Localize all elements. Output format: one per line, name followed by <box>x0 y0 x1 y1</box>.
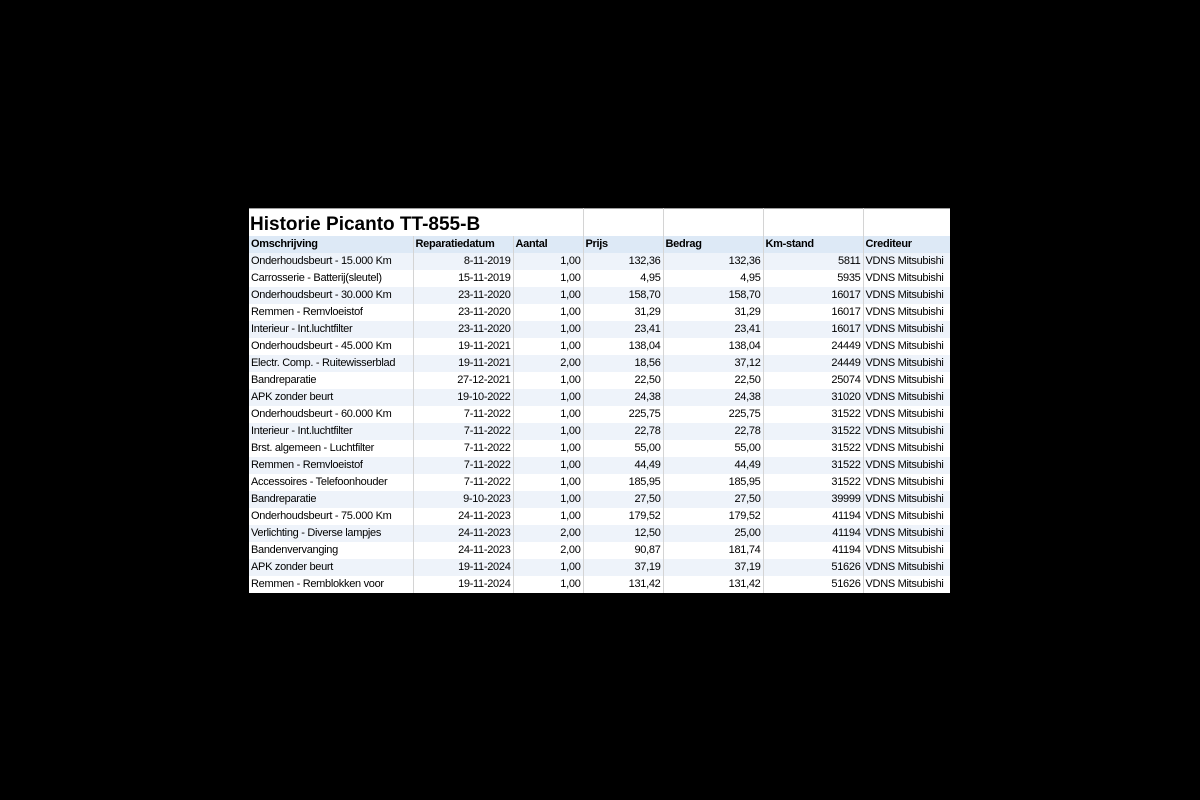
km-stand-cell[interactable]: 31522 <box>763 423 863 440</box>
prijs-cell[interactable]: 12,50 <box>583 525 663 542</box>
table-row <box>249 491 950 508</box>
aantal-cell[interactable]: 1,00 <box>513 491 583 508</box>
omschrijving-cell[interactable]: Electr. Comp. - Ruitewisserblad <box>249 355 413 372</box>
bedrag-cell[interactable]: 158,70 <box>663 287 763 304</box>
km-stand-cell[interactable]: 24449 <box>763 355 863 372</box>
spreadsheet <box>249 208 950 593</box>
bedrag-cell[interactable]: 4,95 <box>663 270 763 287</box>
reparatiedatum-cell[interactable]: 23-11-2020 <box>413 321 513 338</box>
crediteur-cell[interactable]: VDNS Mitsubishi <box>863 423 950 440</box>
omschrijving-cell[interactable]: APK zonder beurt <box>249 389 413 406</box>
sheet-title[interactable]: Historie Picanto TT-855-B <box>249 209 513 236</box>
aantal-cell[interactable]: 1,00 <box>513 270 583 287</box>
header-prijs[interactable]: Prijs <box>583 236 663 253</box>
km-stand-cell[interactable]: 31020 <box>763 389 863 406</box>
km-stand-cell[interactable]: 31522 <box>763 457 863 474</box>
bedrag-cell[interactable]: 25,00 <box>663 525 763 542</box>
reparatiedatum-cell[interactable]: 15-11-2019 <box>413 270 513 287</box>
table-row <box>249 525 950 542</box>
reparatiedatum-cell[interactable]: 24-11-2023 <box>413 508 513 525</box>
aantal-cell[interactable]: 1,00 <box>513 457 583 474</box>
omschrijving-cell[interactable]: Onderhoudsbeurt - 75.000 Km <box>249 508 413 525</box>
reparatiedatum-cell[interactable]: 19-11-2021 <box>413 338 513 355</box>
cell-empty[interactable] <box>513 209 583 236</box>
prijs-cell[interactable]: 44,49 <box>583 457 663 474</box>
aantal-cell[interactable]: 2,00 <box>513 542 583 559</box>
omschrijving-cell[interactable]: Bandreparatie <box>249 372 413 389</box>
crediteur-cell[interactable]: VDNS Mitsubishi <box>863 457 950 474</box>
prijs-cell[interactable]: 22,78 <box>583 423 663 440</box>
bedrag-cell[interactable]: 24,38 <box>663 389 763 406</box>
prijs-cell[interactable]: 24,38 <box>583 389 663 406</box>
prijs-cell[interactable]: 138,04 <box>583 338 663 355</box>
km-stand-cell[interactable]: 41194 <box>763 542 863 559</box>
crediteur-cell[interactable]: VDNS Mitsubishi <box>863 491 950 508</box>
header-bedrag[interactable]: Bedrag <box>663 236 763 253</box>
reparatiedatum-cell[interactable]: 7-11-2022 <box>413 457 513 474</box>
omschrijving-cell[interactable]: Brst. algemeen - Luchtfilter <box>249 440 413 457</box>
bedrag-cell[interactable]: 138,04 <box>663 338 763 355</box>
km-stand-cell[interactable]: 41194 <box>763 525 863 542</box>
crediteur-cell[interactable]: VDNS Mitsubishi <box>863 508 950 525</box>
table-row <box>249 474 950 491</box>
cell-empty[interactable] <box>663 209 763 236</box>
title-row <box>249 209 950 236</box>
aantal-cell[interactable]: 1,00 <box>513 474 583 491</box>
reparatiedatum-cell[interactable]: 19-11-2024 <box>413 576 513 593</box>
bedrag-cell[interactable]: 181,74 <box>663 542 763 559</box>
table-row <box>249 253 950 270</box>
table-row <box>249 440 950 457</box>
reparatiedatum-cell[interactable]: 7-11-2022 <box>413 406 513 423</box>
reparatiedatum-cell[interactable]: 8-11-2019 <box>413 253 513 270</box>
crediteur-cell[interactable]: VDNS Mitsubishi <box>863 406 950 423</box>
prijs-cell[interactable]: 27,50 <box>583 491 663 508</box>
aantal-cell[interactable]: 1,00 <box>513 287 583 304</box>
crediteur-cell[interactable]: VDNS Mitsubishi <box>863 372 950 389</box>
table-row <box>249 508 950 525</box>
omschrijving-cell[interactable]: Onderhoudsbeurt - 30.000 Km <box>249 287 413 304</box>
omschrijving-cell[interactable]: Interieur - Int.luchtfilter <box>249 423 413 440</box>
omschrijving-cell[interactable]: Bandreparatie <box>249 491 413 508</box>
bedrag-cell[interactable]: 37,19 <box>663 559 763 576</box>
cell-empty[interactable] <box>863 209 950 236</box>
km-stand-cell[interactable]: 16017 <box>763 287 863 304</box>
cell-empty[interactable] <box>583 209 663 236</box>
bedrag-cell[interactable]: 55,00 <box>663 440 763 457</box>
aantal-cell[interactable]: 1,00 <box>513 559 583 576</box>
table-row <box>249 389 950 406</box>
aantal-cell[interactable]: 1,00 <box>513 423 583 440</box>
aantal-cell[interactable]: 1,00 <box>513 372 583 389</box>
crediteur-cell[interactable]: VDNS Mitsubishi <box>863 304 950 321</box>
omschrijving-cell[interactable]: Accessoires - Telefoonhouder <box>249 474 413 491</box>
aantal-cell[interactable]: 1,00 <box>513 338 583 355</box>
crediteur-cell[interactable]: VDNS Mitsubishi <box>863 440 950 457</box>
reparatiedatum-cell[interactable]: 24-11-2023 <box>413 542 513 559</box>
table-row <box>249 355 950 372</box>
reparatiedatum-cell[interactable]: 23-11-2020 <box>413 304 513 321</box>
prijs-cell[interactable]: 4,95 <box>583 270 663 287</box>
prijs-cell[interactable]: 55,00 <box>583 440 663 457</box>
bedrag-cell[interactable]: 22,50 <box>663 372 763 389</box>
omschrijving-cell[interactable]: Bandenvervanging <box>249 542 413 559</box>
bedrag-cell[interactable]: 22,78 <box>663 423 763 440</box>
aantal-cell[interactable]: 1,00 <box>513 508 583 525</box>
crediteur-cell[interactable]: VDNS Mitsubishi <box>863 270 950 287</box>
aantal-cell[interactable]: 1,00 <box>513 440 583 457</box>
crediteur-cell[interactable]: VDNS Mitsubishi <box>863 525 950 542</box>
header-reparatiedatum[interactable]: Reparatiedatum <box>413 236 513 253</box>
table-row <box>249 372 950 389</box>
header-aantal[interactable]: Aantal <box>513 236 583 253</box>
km-stand-cell[interactable]: 5935 <box>763 270 863 287</box>
km-stand-cell[interactable]: 5811 <box>763 253 863 270</box>
prijs-cell[interactable]: 225,75 <box>583 406 663 423</box>
aantal-cell[interactable]: 1,00 <box>513 304 583 321</box>
bedrag-cell[interactable]: 132,36 <box>663 253 763 270</box>
bedrag-cell[interactable]: 37,12 <box>663 355 763 372</box>
km-stand-cell[interactable]: 39999 <box>763 491 863 508</box>
aantal-cell[interactable]: 1,00 <box>513 576 583 593</box>
aantal-cell[interactable]: 1,00 <box>513 321 583 338</box>
bedrag-cell[interactable]: 131,42 <box>663 576 763 593</box>
table-row <box>249 406 950 423</box>
km-stand-cell[interactable]: 41194 <box>763 508 863 525</box>
table-row <box>249 559 950 576</box>
reparatiedatum-cell[interactable]: 24-11-2023 <box>413 525 513 542</box>
bedrag-cell[interactable]: 225,75 <box>663 406 763 423</box>
omschrijving-cell[interactable]: Onderhoudsbeurt - 15.000 Km <box>249 253 413 270</box>
table-row <box>249 321 950 338</box>
crediteur-cell[interactable]: VDNS Mitsubishi <box>863 355 950 372</box>
omschrijving-cell[interactable]: Interieur - Int.luchtfilter <box>249 321 413 338</box>
omschrijving-cell[interactable]: Onderhoudsbeurt - 45.000 Km <box>249 338 413 355</box>
reparatiedatum-cell[interactable]: 27-12-2021 <box>413 372 513 389</box>
reparatiedatum-cell[interactable]: 19-11-2021 <box>413 355 513 372</box>
header-km-stand[interactable]: Km-stand <box>763 236 863 253</box>
crediteur-cell[interactable]: VDNS Mitsubishi <box>863 338 950 355</box>
reparatiedatum-cell[interactable]: 19-11-2024 <box>413 559 513 576</box>
km-stand-cell[interactable]: 31522 <box>763 406 863 423</box>
table-row <box>249 287 950 304</box>
omschrijving-cell[interactable]: Verlichting - Diverse lampjes <box>249 525 413 542</box>
km-stand-cell[interactable]: 16017 <box>763 304 863 321</box>
prijs-cell[interactable]: 179,52 <box>583 508 663 525</box>
prijs-cell[interactable]: 37,19 <box>583 559 663 576</box>
table-row <box>249 304 950 321</box>
km-stand-cell[interactable]: 31522 <box>763 440 863 457</box>
bedrag-cell[interactable]: 44,49 <box>663 457 763 474</box>
aantal-cell[interactable]: 2,00 <box>513 355 583 372</box>
header-omschrijving[interactable]: Omschrijving <box>249 236 413 253</box>
crediteur-cell[interactable]: VDNS Mitsubishi <box>863 576 950 593</box>
crediteur-cell[interactable]: VDNS Mitsubishi <box>863 474 950 491</box>
table-row <box>249 576 950 593</box>
crediteur-cell[interactable]: VDNS Mitsubishi <box>863 542 950 559</box>
km-stand-cell[interactable]: 51626 <box>763 559 863 576</box>
bedrag-cell[interactable]: 31,29 <box>663 304 763 321</box>
crediteur-cell[interactable]: VDNS Mitsubishi <box>863 253 950 270</box>
prijs-cell[interactable]: 23,41 <box>583 321 663 338</box>
table-row <box>249 270 950 287</box>
bedrag-cell[interactable]: 179,52 <box>663 508 763 525</box>
aantal-cell[interactable]: 1,00 <box>513 253 583 270</box>
km-stand-cell[interactable]: 24449 <box>763 338 863 355</box>
bedrag-cell[interactable]: 27,50 <box>663 491 763 508</box>
prijs-cell[interactable]: 90,87 <box>583 542 663 559</box>
reparatiedatum-cell[interactable]: 7-11-2022 <box>413 474 513 491</box>
prijs-cell[interactable]: 18,56 <box>583 355 663 372</box>
crediteur-cell[interactable]: VDNS Mitsubishi <box>863 321 950 338</box>
omschrijving-cell[interactable]: Remmen - Remvloeistof <box>249 304 413 321</box>
table-row <box>249 542 950 559</box>
bedrag-cell[interactable]: 185,95 <box>663 474 763 491</box>
omschrijving-cell[interactable]: Remmen - Remblokken voor <box>249 576 413 593</box>
table-row <box>249 457 950 474</box>
prijs-cell[interactable]: 158,70 <box>583 287 663 304</box>
crediteur-cell[interactable]: VDNS Mitsubishi <box>863 559 950 576</box>
km-stand-cell[interactable]: 51626 <box>763 576 863 593</box>
header-crediteur[interactable]: Crediteur <box>863 236 950 253</box>
prijs-cell[interactable]: 131,42 <box>583 576 663 593</box>
reparatiedatum-cell[interactable]: 9-10-2023 <box>413 491 513 508</box>
prijs-cell[interactable]: 185,95 <box>583 474 663 491</box>
prijs-cell[interactable]: 22,50 <box>583 372 663 389</box>
crediteur-cell[interactable]: VDNS Mitsubishi <box>863 389 950 406</box>
reparatiedatum-cell[interactable]: 23-11-2020 <box>413 287 513 304</box>
table-row <box>249 423 950 440</box>
aantal-cell[interactable]: 1,00 <box>513 406 583 423</box>
omschrijving-cell[interactable]: Onderhoudsbeurt - 60.000 Km <box>249 406 413 423</box>
prijs-cell[interactable]: 132,36 <box>583 253 663 270</box>
aantal-cell[interactable]: 2,00 <box>513 525 583 542</box>
km-stand-cell[interactable]: 16017 <box>763 321 863 338</box>
reparatiedatum-cell[interactable]: 19-10-2022 <box>413 389 513 406</box>
omschrijving-cell[interactable]: Carrosserie - Batterij(sleutel) <box>249 270 413 287</box>
reparatiedatum-cell[interactable]: 7-11-2022 <box>413 440 513 457</box>
omschrijving-cell[interactable]: APK zonder beurt <box>249 559 413 576</box>
header-row <box>249 236 950 253</box>
table-row <box>249 338 950 355</box>
km-stand-cell[interactable]: 31522 <box>763 474 863 491</box>
cell-empty[interactable] <box>763 209 863 236</box>
history-table <box>249 208 950 593</box>
prijs-cell[interactable]: 31,29 <box>583 304 663 321</box>
reparatiedatum-cell[interactable]: 7-11-2022 <box>413 423 513 440</box>
bedrag-cell[interactable]: 23,41 <box>663 321 763 338</box>
omschrijving-cell[interactable]: Remmen - Remvloeistof <box>249 457 413 474</box>
km-stand-cell[interactable]: 25074 <box>763 372 863 389</box>
aantal-cell[interactable]: 1,00 <box>513 389 583 406</box>
crediteur-cell[interactable]: VDNS Mitsubishi <box>863 287 950 304</box>
